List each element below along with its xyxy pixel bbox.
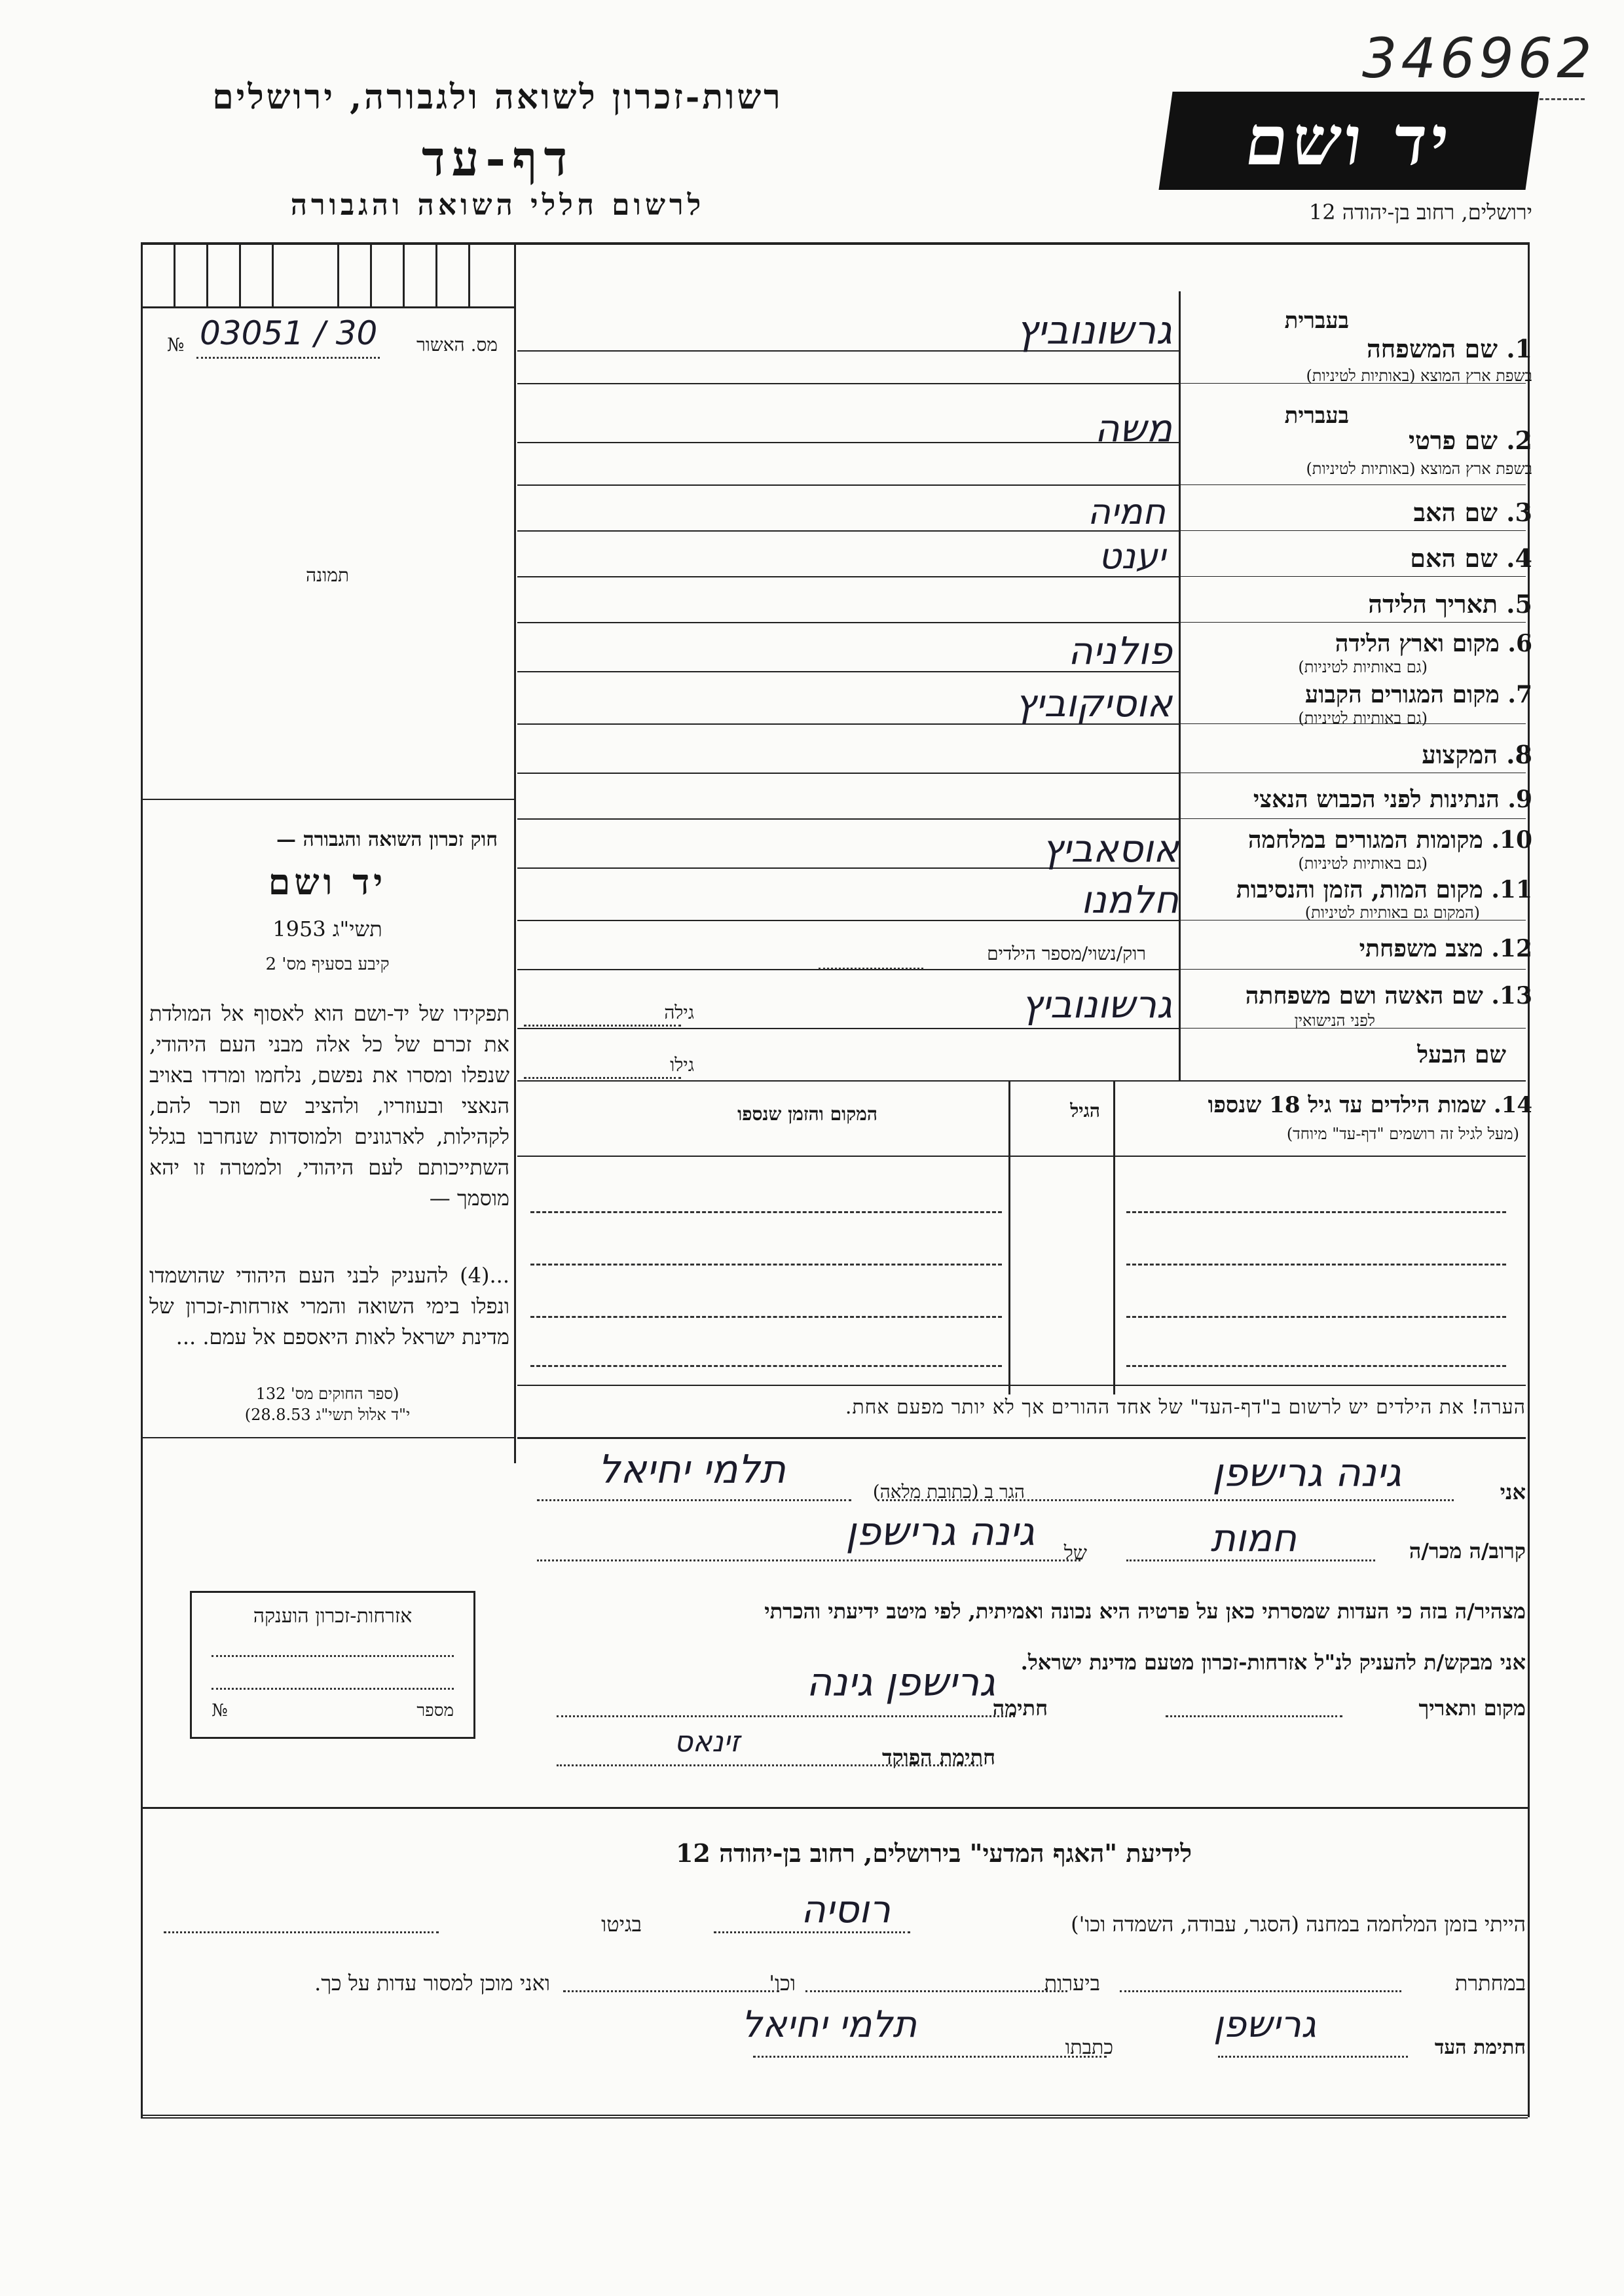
decl-relative: קרוב/ה מכר/ה (1409, 1539, 1526, 1563)
children-title: 14. שמות הילדים עד גיל 18 שנספו (1208, 1092, 1532, 1118)
footer-ready: ואני מוכן למסור עדות על כך. (314, 1971, 550, 1995)
footer-etc: וכו' (769, 1971, 796, 1995)
decl-place-date: מקום ותאריך (1418, 1696, 1526, 1721)
f1-origin: בשפת ארץ המוצא (באותיות לטיניות) (1306, 367, 1532, 385)
f1-value: גרשונוביץ (1016, 308, 1172, 354)
declarant-name: גינה גרישפן (1212, 1450, 1401, 1496)
footer-camp-line: הייתי בזמן המלחמה במחנה (הסגר, עבודה, השמדה וכו') (1071, 1912, 1526, 1937)
f7-note: (גם באותיות לטיניות) (1298, 709, 1428, 727)
f13-value: גרשונוביץ (1021, 982, 1172, 1027)
decl-line-2: אני מבקש/ת להעניק לנ"ל אזרחות-זכרון מטעם מדינת ישראל. (1020, 1650, 1526, 1675)
footer-underground: במחתרת (1454, 1971, 1526, 1995)
citizenship-no: № (212, 1701, 228, 1721)
decl-of: של (1063, 1542, 1087, 1565)
f2-origin: בשפת ארץ המוצא (באותיות לטיניות) (1306, 460, 1532, 478)
footer-witness-value: גרישפן (1213, 2003, 1316, 2046)
f4-label: 4. שם האם (1410, 543, 1532, 573)
decl-officer-sig: זינאס (674, 1725, 740, 1758)
f13-label: 13. שם האשה ושם משפחתה (1245, 982, 1532, 1010)
decl-signature-label: חתימה (992, 1696, 1048, 1721)
f2-value: משה (1094, 406, 1172, 450)
yad-vashem-logo (1158, 92, 1539, 190)
f1-label: 1. שם המשפחה (1366, 334, 1532, 363)
children-note: (מעל לגיל זה רושמים "דף-עד" מיוחד) (1286, 1125, 1519, 1143)
footer-witness-sig: חתימת העד (1434, 2036, 1526, 2059)
f9-label: 9. הנתינות לפני הכבוש הנאצי (1253, 786, 1532, 813)
law-text-2: ...(4) להעניק לבני העם היהודי שהושמדו ונפלו בימי השואה והמרי אזרחות-זכרון של מדינת ישראל לאות היאספם אל עמם. ... (149, 1263, 509, 1349)
f1-hebrew: בעברית (1284, 308, 1349, 334)
decl-lives-at: הגר ב (כתובת מלאה) (872, 1481, 1025, 1503)
f2-label: 2. שם פרטי (1408, 426, 1532, 455)
archive-number: 346962 (1362, 26, 1596, 90)
law-name: יד ושם (268, 861, 387, 903)
footer-ghetto: בגיטו (601, 1912, 642, 1937)
logo-text: יד ושם (1240, 100, 1458, 181)
f3-label: 3. שם האב (1413, 498, 1532, 527)
f7-value: אוסיקוביץ (1015, 681, 1172, 725)
f12-label: 12. מצב משפחתי (1359, 935, 1532, 962)
form-subtitle: לרשום חללי השואה והגבורה (290, 189, 705, 222)
decl-relation: חמות (1210, 1516, 1297, 1560)
f6-value: פולניה (1067, 629, 1172, 673)
decl-line-1: מצהיר/ה בזה כי העדות שמסרתי כאן על פרטיה היא נכונה ואמיתית, לפי מיטב ידיעתי והכרתי (764, 1599, 1526, 1624)
f10-note: (גם באותיות לטיניות) (1298, 854, 1428, 873)
law-title: חוק זכרון השואה והגבורה — (276, 828, 498, 851)
footer-address-value: תלמי יחיאל (741, 2003, 917, 2046)
f11-value: חלמנו (1080, 877, 1179, 922)
decl-signature: גרישפן גינה (806, 1660, 995, 1705)
f10-label: 10. מקומות המגורים במלחמה (1247, 826, 1532, 854)
f11-label: 11. מקום המות, הזמן והנסיבות (1236, 876, 1532, 903)
decl-ani: אני (1500, 1480, 1526, 1504)
f12-value: רוק/נשוי/מספר הילדים (987, 943, 1146, 964)
citizenship-number: מספר (416, 1701, 454, 1721)
f6-note: (גם באותיות לטיניות) (1298, 658, 1428, 676)
footer-title: לידיעת "האגף המדעי" בירושלים, רחוב בן-יהודה 12 (675, 1838, 1192, 1868)
f7-label: 7. מקום המגורים הקבוע (1304, 681, 1532, 708)
approval-label: מס. האשור (416, 334, 498, 355)
decl-officer-label: חתימת הפוקד (882, 1745, 995, 1770)
f6-label: 6. מקום וארץ הלידה (1335, 630, 1532, 657)
f3-value: חמיה (1087, 491, 1166, 532)
law-ref-2: י"ד אלול תשי"ג 28.8.53) (244, 1406, 411, 1424)
law-text-1: תפקידו של יד-ושם הוא לאסוף אל המולדת את זכרם של כל אלה מבני העם היהודי, שנפלו ומסרו את נפשם, נלחמו ומרדו באויב הנאצי ובעוזריו, ולהציב שם וזכר להם, לקהילות, לארגונים ולמוסדות שנחרבו בגלל השתייכותם לעם היהודי, ולמטרה זו יהא מוסמך — (149, 1001, 509, 1211)
panel-divider (514, 242, 516, 1463)
f13-age: גילה (664, 1002, 694, 1023)
f13-note: לפני הנישואין (1294, 1011, 1375, 1030)
col-place: המקום והזמן שנספו (737, 1103, 877, 1125)
office-grid (141, 242, 514, 308)
header-address: ירושלים, רחוב בן-יהודה 12 (1308, 200, 1532, 225)
authority-header: רשות-זכרון לשואה ולגבורה, ירושלים (212, 77, 783, 117)
label-column-rule (1179, 291, 1181, 1080)
citizenship-box (190, 1591, 475, 1739)
citizenship-title: אזרחות-זכרון הוענקה (253, 1605, 413, 1628)
decl-of-name: גינה גרישפן (845, 1509, 1035, 1555)
husband-age: גילו (670, 1054, 694, 1076)
law-ref-1: (ספר החוקים מס' 132 (255, 1385, 399, 1403)
approval-no: № (167, 334, 185, 355)
approval-underline (196, 357, 380, 359)
law-year: תשי"ג 1953 (272, 917, 382, 941)
f10-value: אוסאביץ (1042, 826, 1179, 871)
f8-label: 8. המקצוע (1422, 740, 1532, 769)
footer-forests: ביערות (1044, 1971, 1100, 1995)
photo-label: תמונה (305, 564, 350, 586)
decl-address: תלמי יחיאל (597, 1447, 786, 1493)
f5-label: 5. תאריך הלידה (1368, 589, 1532, 619)
col-age: הגיל (1070, 1100, 1100, 1121)
form-title: דף-עד (421, 131, 574, 187)
law-clause: קיבע בסעיף מס' 2 (265, 955, 390, 974)
f11-note: (המקום גם באותיות לטיניות) (1304, 903, 1480, 922)
form-bottom-rule (141, 2115, 1528, 2119)
footer-address-label: כתבתו (1065, 2036, 1113, 2059)
husband-label: שם הבעל (1417, 1041, 1506, 1068)
f4-value: יענט (1098, 536, 1166, 577)
f2-hebrew: בעברית (1284, 403, 1349, 429)
remark: הערה! את הילדים יש לרשום ב"דף-העד" של אחד ההורים אך לא יותר מפעם אחת. (845, 1396, 1526, 1419)
footer-camp-value: רוסיה (800, 1887, 891, 1931)
approval-value: 03051 / 30 (200, 314, 378, 352)
left-top-rule (141, 799, 514, 800)
